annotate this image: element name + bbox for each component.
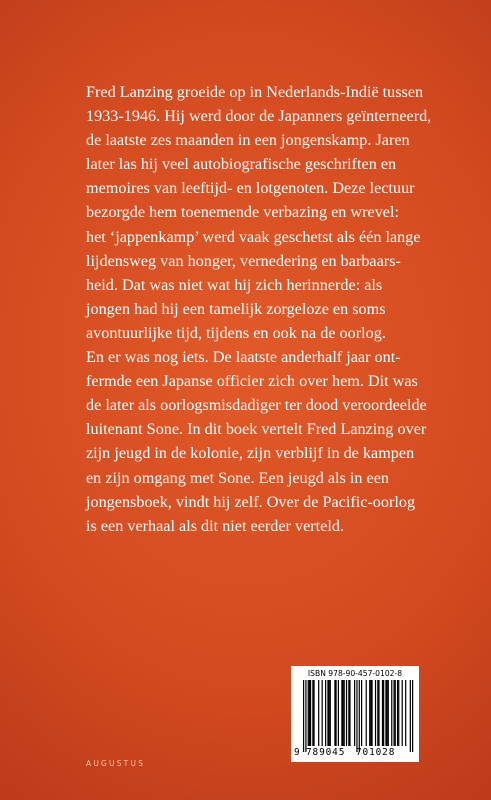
barcode-bar [366, 680, 367, 746]
barcode-bar [354, 680, 355, 746]
barcode-bar [405, 680, 406, 746]
barcode-bar [387, 680, 388, 746]
barcode-bar [309, 680, 310, 746]
barcode-bar [330, 680, 331, 746]
barcode-bar [398, 680, 399, 746]
blurb-line: En er was nog iets. De laatste anderhalf jaar ont- [86, 348, 401, 367]
barcode-bar [395, 680, 396, 746]
barcode-bar [341, 680, 342, 746]
barcode-bar [312, 680, 313, 746]
barcode-bar [361, 680, 362, 746]
barcode-bar [344, 680, 345, 746]
blurb-line: lijdensweg van honger, vernedering en barbaars- [86, 251, 401, 270]
blurb-line: de laatste zes maanden in een jongenskamp. Jaren [86, 131, 410, 150]
barcode-bar [308, 680, 309, 746]
blurb-line: jongen had hij een tamelijk zorgeloze en soms [86, 299, 386, 318]
barcode-bar [318, 680, 319, 746]
blurb-line: bezorgde hem toenemende verbazing en wrevel: [86, 203, 399, 222]
barcode-bar [412, 680, 413, 752]
barcode-bar [325, 680, 326, 746]
barcode-bar [338, 680, 339, 746]
blurb-line: Fred Lanzing groeide op in Nederlands-Indië tussen [86, 83, 424, 101]
blurb-line: jongensboek, vindt hij zelf. Over de Pacific-oorlog [86, 492, 416, 511]
barcode-bar [334, 680, 335, 746]
ean-right-group: 701028 [356, 747, 396, 758]
barcode-bar [327, 680, 328, 746]
barcode-bar [349, 680, 350, 746]
barcode-bar [378, 680, 379, 746]
barcode-bar [385, 680, 386, 746]
barcode-bar [342, 680, 343, 746]
blurb-line: zijn jeugd in de kolonie, zijn verblijf in de kampen [86, 444, 415, 463]
barcode-bar [397, 680, 398, 746]
barcode-bar [313, 680, 314, 746]
blurb-line: memoires van leeftijd- en lotgenoten. Deze lectuur [86, 179, 415, 198]
blurb-line: heid. Dat was niet wat hij zich herinnerde: als [86, 275, 383, 294]
barcode-bar [369, 680, 370, 746]
blurb-line: en zijn omgang met Sone. Een jeugd als in een [86, 468, 389, 487]
blurb-line: avontuurlijke tijd, tijdens en ook na de oorlog. [86, 323, 386, 342]
blurb-text [86, 80, 432, 538]
barcode-bar [356, 680, 357, 752]
isbn-barcode [291, 666, 419, 762]
blurb-line: luitenant Sone. In dit boek vertelt Fred Lanzing over [86, 420, 427, 439]
barcode-bar [305, 680, 306, 752]
barcode-bar [375, 680, 376, 746]
barcode-bar [377, 680, 378, 746]
blurb-line: later las hij veel autobiografische geschriften en [86, 155, 397, 174]
barcode-bar [310, 680, 311, 746]
publisher-logo: AUGUSTUS [86, 759, 146, 768]
barcode-bar [388, 680, 389, 746]
barcode-bar [322, 680, 323, 746]
barcode-bar [410, 680, 411, 752]
barcode-bar [402, 680, 403, 746]
barcode-bar [303, 680, 304, 752]
barcode-bar [346, 680, 347, 746]
barcode-bar [348, 680, 349, 746]
blurb-line: is een verhaal als dit niet eerder verteld. [86, 516, 344, 535]
barcode-bar [371, 680, 372, 746]
blurb-line: fermde een Japanse officier zich over hem. Dit was [86, 372, 418, 391]
blurb-line: 1933-1946. Hij werd door de Japanners geïnterneerd, [86, 107, 432, 126]
barcode-bar [359, 680, 360, 752]
barcode-bar [391, 680, 392, 746]
barcode-bar [393, 680, 394, 746]
isbn-label: ISBN 978-90-457-0102-8 [307, 669, 403, 678]
barcode-bar [382, 680, 383, 746]
barcode-bar [329, 680, 330, 746]
ean-first-digit: 9 [294, 747, 300, 758]
ean-left-group: 789045 [306, 747, 346, 758]
barcode-bar [335, 680, 336, 746]
blurb-line: het ‘jappenkamp’ werd vaak geschetst als één lange [86, 227, 421, 246]
blurb-line: de later als oorlogsmisdadiger ter dood veroordeelde [86, 396, 427, 415]
barcode-bar [370, 680, 371, 746]
barcode-bar [383, 680, 384, 746]
